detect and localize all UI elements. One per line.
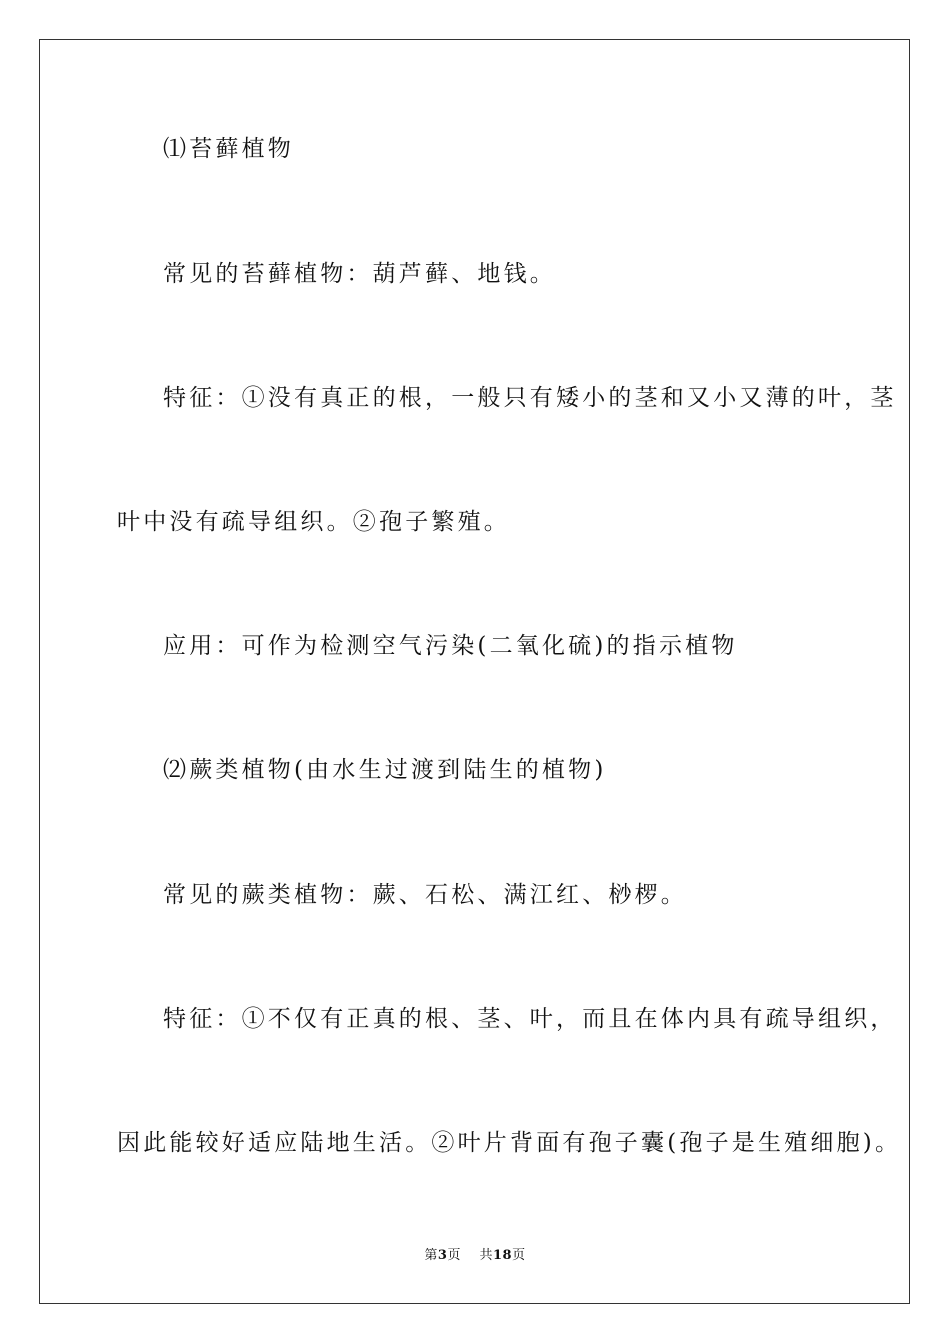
paragraph-fern-features: 特征：①不仅有正真的根、茎、叶，而且在体内具有疏导组织， [163, 1006, 897, 1032]
paragraph-bryophyte-features: 特征：①没有真正的根，一般只有矮小的茎和又小又薄的叶，茎 [163, 385, 897, 411]
footer-page-number: 3 [437, 1248, 448, 1263]
paragraph-bryophyte-application: 应用：可作为检测空气污染(二氧化硫)的指示植物 [163, 633, 738, 659]
page-footer [0, 1247, 950, 1265]
footer-total-suffix: 页 [512, 1248, 526, 1263]
footer-total-prefix: 共 [479, 1248, 493, 1263]
footer-page-prefix: 第 [424, 1248, 438, 1263]
footer-total-pages: 18 [493, 1248, 513, 1263]
paragraph-common-ferns: 常见的蕨类植物：蕨、石松、满江红、桫椤。 [163, 882, 687, 908]
section-heading-ferns: ⑵蕨类植物(由水生过渡到陆生的植物) [163, 757, 607, 783]
paragraph-common-bryophytes: 常见的苔藓植物：葫芦藓、地钱。 [163, 261, 556, 287]
paragraph-fern-features-cont: 因此能较好适应陆地生活。②叶片背面有孢子囊(孢子是生殖细胞)。 [117, 1130, 902, 1156]
page-border [39, 39, 910, 1304]
paragraph-bryophyte-features-cont: 叶中没有疏导组织。②孢子繁殖。 [117, 509, 510, 535]
section-heading-bryophytes: ⑴苔藓植物 [163, 136, 294, 162]
footer-page-suffix: 页 [447, 1248, 461, 1263]
